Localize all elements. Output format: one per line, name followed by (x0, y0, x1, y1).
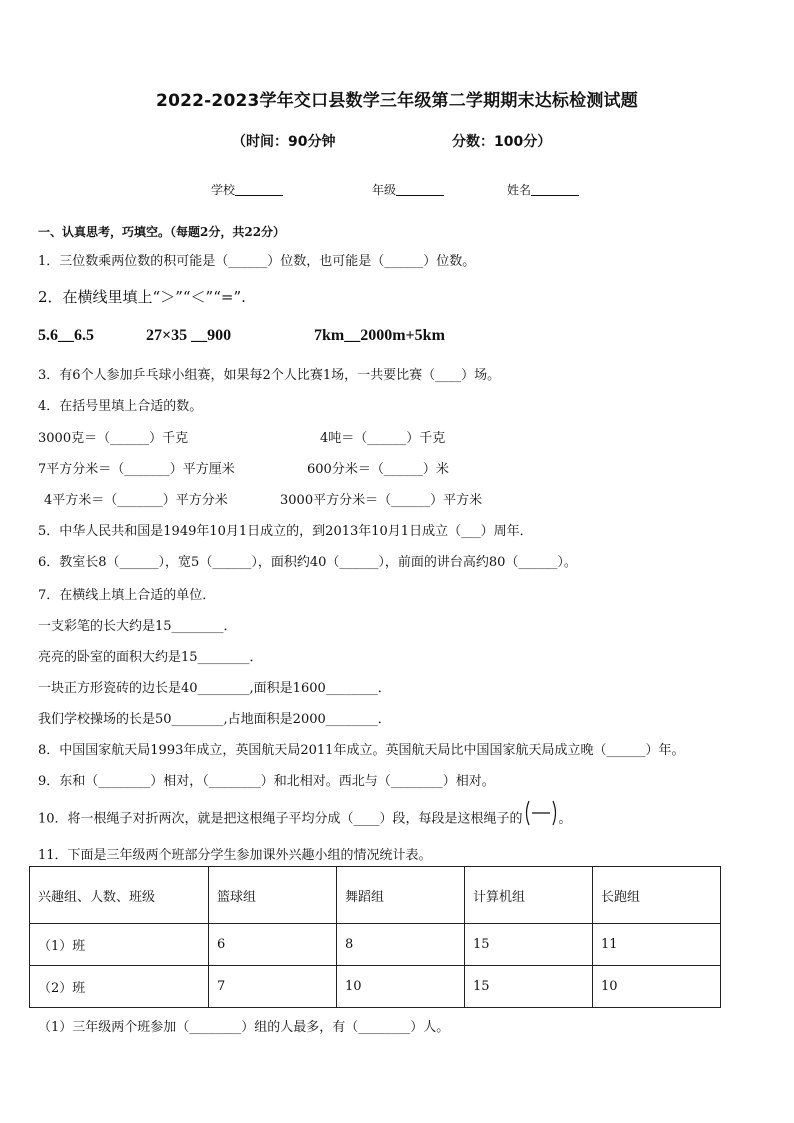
q4-item-a: 3000克＝（______）千克 (38, 431, 189, 446)
question-11: 11．下面是三年级两个班部分学生参加课外兴趣小组的情况统计表。 (38, 848, 432, 863)
question-5: 5．中华人民共和国是1949年10月1日成立的，到2013年10月1日成立（___）周年． (38, 524, 533, 539)
table-cell: （2）班 (30, 966, 209, 1008)
q2-item-c: 7km__2000m+5km (314, 327, 445, 344)
grade-field (372, 181, 444, 198)
q7-item-d: 我们学校操场的长是50________,占地面积是2000________． (38, 712, 391, 727)
question-11-part-1: （1）三年级两个班参加（________）组的人最多，有（________）人。 (38, 1020, 450, 1035)
table-cell: （1）班 (30, 924, 209, 966)
table-header-cell: 舞蹈组 (337, 867, 465, 924)
section-heading: 一、认真思考，巧填空。（每题2分，共22分） (38, 225, 286, 239)
question-3: 3．有6个人参加乒乓球小组赛，如果每2个人比赛1场，一共要比赛（____）场。 (38, 368, 501, 383)
table-cell: 15 (465, 966, 593, 1008)
table-row (30, 924, 721, 966)
q4-item-b: 4吨＝（______）千克 (320, 431, 446, 446)
school-field (211, 181, 283, 198)
table-cell: 15 (465, 924, 593, 966)
question-10 (38, 806, 572, 832)
q2-item-b: 27×35 __900 (146, 327, 232, 344)
name-label: 姓名 (507, 183, 532, 197)
table-cell: 6 (209, 924, 337, 966)
q7-item-a: 一支彩笔的长大约是15________． (38, 619, 237, 634)
table-header-cell: 篮球组 (209, 867, 337, 924)
grade-label: 年级 (372, 183, 397, 197)
table-header-cell: 兴趣组、人数、班级 (30, 867, 209, 924)
page-title: 2022-2023学年交口县数学三年级第二学期期末达标检测试题 (156, 91, 638, 111)
table-header-cell: 长跑组 (593, 867, 721, 924)
stats-table (29, 866, 721, 1008)
q4-item-e: 4平方米＝（_______）平方分米 (44, 493, 228, 508)
exam-score: 分数：100分） (452, 134, 552, 150)
table-header-cell: 计算机组 (465, 867, 593, 924)
fraction-blank[interactable] (523, 806, 559, 832)
school-blank[interactable] (235, 183, 283, 196)
exam-time: （时间：90分钟 (232, 134, 336, 150)
name-blank[interactable] (531, 183, 579, 196)
question-4: 4．在括号里填上合适的数。 (38, 399, 203, 414)
question-10-end: 。 (558, 811, 572, 827)
q4-item-f: 3000平方分米＝（______）平方米 (280, 493, 483, 508)
question-2: 2．在横线里填上“＞”“＜”“=”. (38, 288, 246, 306)
table-cell: 10 (593, 966, 721, 1008)
table-cell: 11 (593, 924, 721, 966)
question-9: 9．东和（________）相对，（________）和北相对。西北与（________）相对。 (38, 774, 495, 789)
q2-item-a: 5.6__6.5 (38, 327, 94, 344)
table-row (30, 966, 721, 1008)
table-cell: 7 (209, 966, 337, 1008)
name-field (507, 181, 579, 198)
question-1: 1．三位数乘两位数的积可能是（______）位数，也可能是（______）位数。 (38, 254, 476, 269)
table-header-row (30, 867, 721, 924)
q7-item-c: 一块正方形瓷砖的边长是40________,面积是1600________． (38, 681, 391, 696)
q7-item-b: 亮亮的卧室的面积大约是15________． (38, 650, 263, 665)
q4-item-c: 7平方分米＝（_______）平方厘米 (38, 462, 235, 477)
question-8: 8．中国国家航天局1993年成立，英国航天局2011年成立。英国航天局比中国国家航天局成立晚（______）年。 (38, 743, 685, 758)
q4-item-d: 600分米＝（______）米 (307, 462, 449, 477)
question-6: 6．教室长8（______），宽5（______），面积约40（______），前面的讲台高约80（______）。 (38, 555, 577, 570)
table-cell: 10 (337, 966, 465, 1008)
grade-blank[interactable] (396, 183, 444, 196)
question-7: 7．在横线上填上合适的单位． (38, 588, 216, 603)
question-10-text: 10．将一根绳子对折两次，就是把这根绳子平均分成（____）段，每段是这根绳子的 (38, 811, 523, 827)
table-cell: 8 (337, 924, 465, 966)
school-label: 学校 (211, 183, 236, 197)
